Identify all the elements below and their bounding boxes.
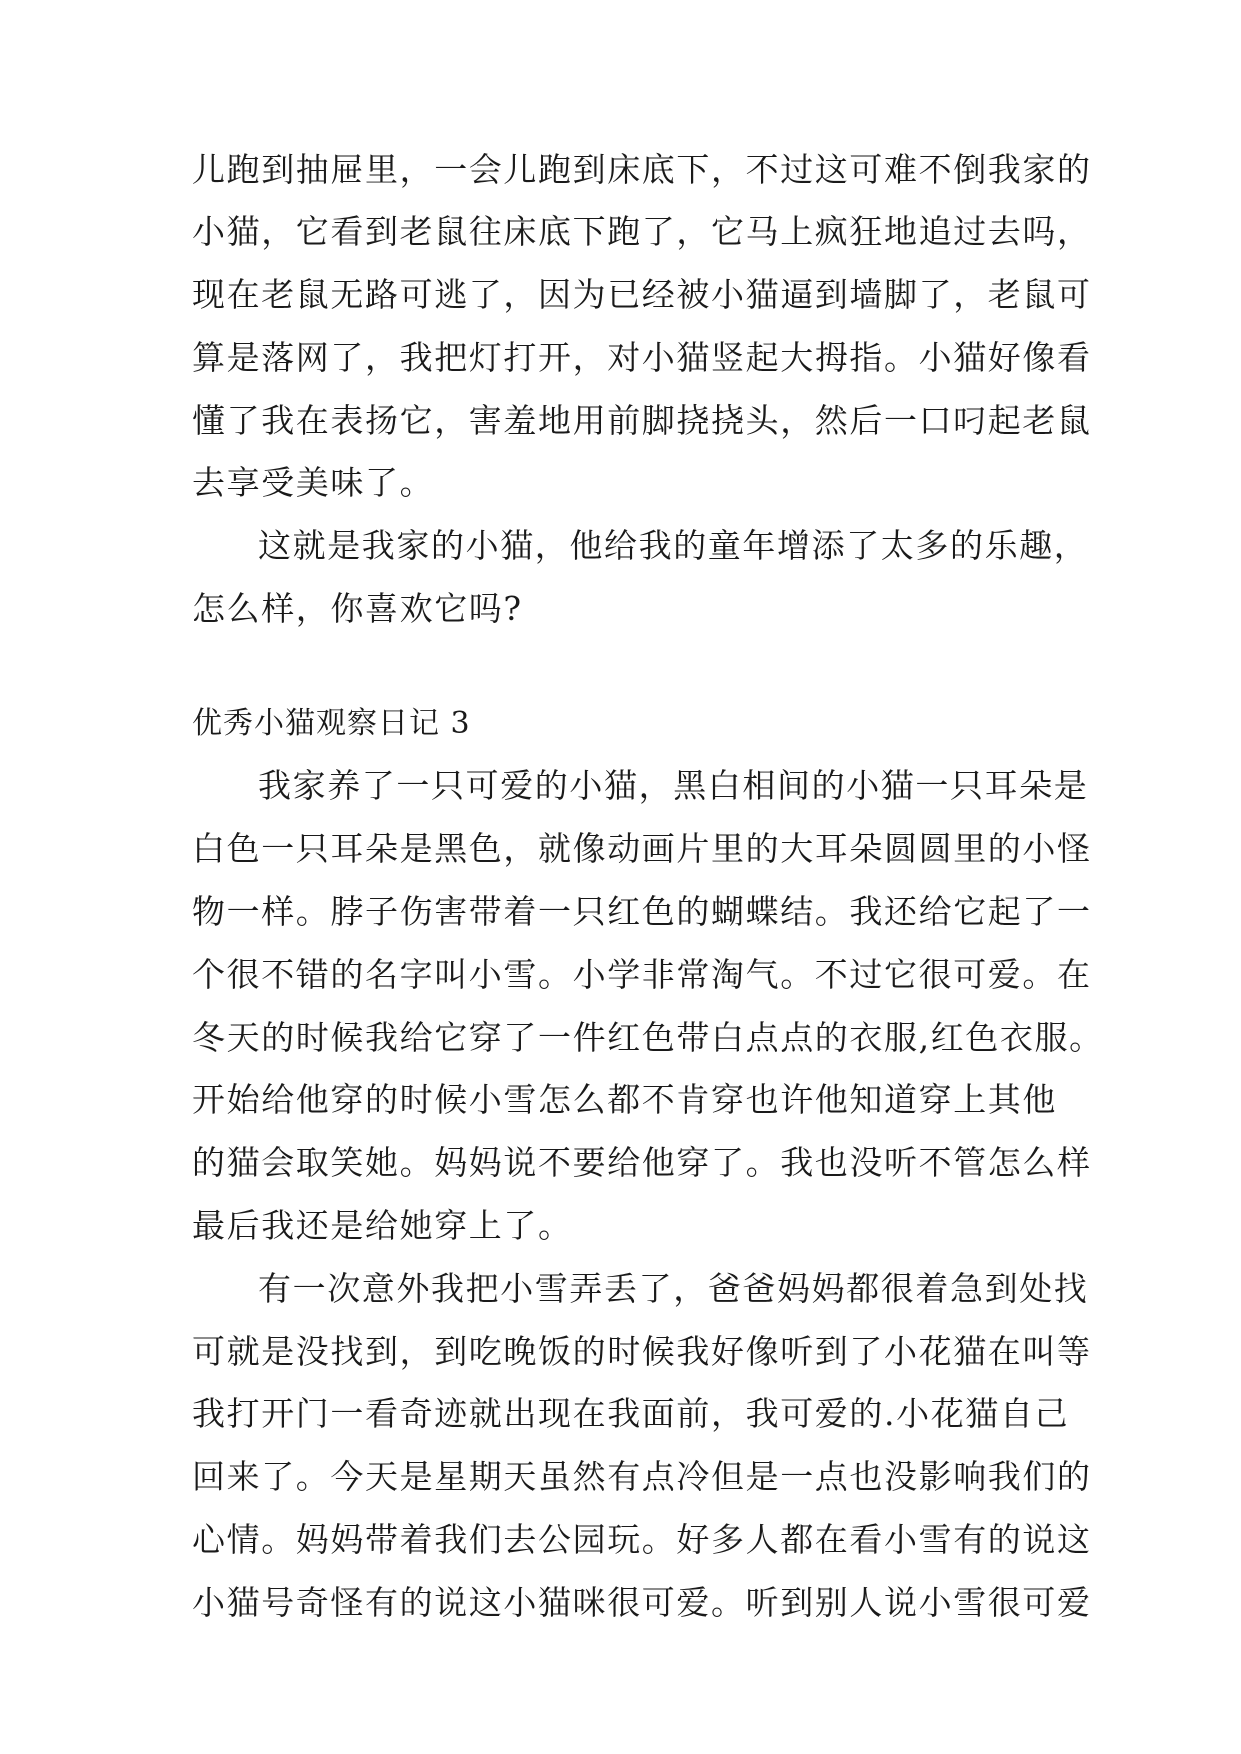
- text-line: 开始给他穿的时候小雪怎么都不肯穿也许他知道穿上其他: [192, 1080, 1057, 1119]
- text-line: 现在老鼠无路可逃了，因为已经被小猫逼到墙脚了，老鼠可: [192, 275, 1092, 314]
- text-line: 我家养了一只可爱的小猫，黑白相间的小猫一只耳朵是: [258, 766, 1089, 805]
- text-line: 懂了我在表扬它，害羞地用前脚挠挠头，然后一口叼起老鼠: [192, 401, 1092, 440]
- text-line: 物一样。脖子伤害带着一只红色的蝴蝶结。我还给它起了一: [192, 892, 1092, 931]
- text-line: 可就是没找到，到吃晚饭的时候我好像听到了小花猫在叫等: [192, 1332, 1092, 1371]
- text-line: 白色一只耳朵是黑色，就像动画片里的大耳朵圆圆里的小怪: [192, 829, 1092, 868]
- text-line: 这就是我家的小猫，他给我的童年增添了太多的乐趣，: [258, 526, 1089, 565]
- text-line: 的猫会取笑她。妈妈说不要给他穿了。我也没听不管怎么样: [192, 1143, 1092, 1182]
- text-line: 回来了。今天是星期天虽然有点冷但是一点也没影响我们的: [192, 1457, 1092, 1496]
- text-line: 怎么样，你喜欢它吗?: [192, 589, 523, 628]
- text-line: 儿跑到抽屉里，一会儿跑到床底下，不过这可难不倒我家的: [192, 150, 1092, 189]
- text-line: 最后我还是给她穿上了。: [192, 1206, 573, 1245]
- text-line: 心情。妈妈带着我们去公园玩。好多人都在看小雪有的说这: [192, 1520, 1092, 1559]
- text-line: 个很不错的名字叫小雪。小学非常淘气。不过它很可爱。在: [192, 955, 1092, 994]
- text-line: 去享受美味了。: [192, 463, 435, 502]
- text-line: 有一次意外我把小雪弄丢了，爸爸妈妈都很着急到处找: [258, 1269, 1089, 1308]
- section-heading: 优秀小猫观察日记 3: [192, 706, 471, 741]
- text-line: 小猫号奇怪有的说这小猫咪很可爱。听到别人说小雪很可爱: [192, 1583, 1092, 1622]
- text-line: 冬天的时候我给它穿了一件红色带白点点的衣服,红色衣服。: [192, 1018, 1104, 1057]
- text-line: 小猫，它看到老鼠往床底下跑了，它马上疯狂地追过去吗，: [192, 212, 1092, 251]
- text-line: 我打开门一看奇迹就出现在我面前，我可爱的.小花猫自己: [192, 1394, 1070, 1433]
- text-line: 算是落网了，我把灯打开，对小猫竖起大拇指。小猫好像看: [192, 338, 1092, 377]
